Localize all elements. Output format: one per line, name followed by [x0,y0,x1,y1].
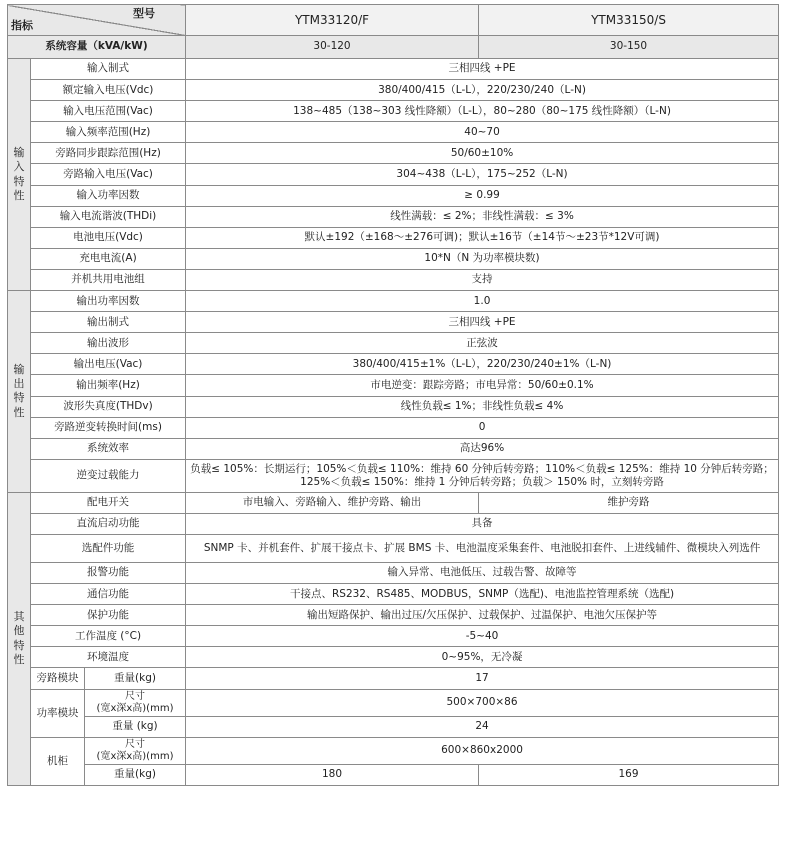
other-row [8,492,779,513]
spec-table [7,4,779,786]
row-value: ≥ 0.99 [186,185,779,206]
cabinet-weight-a: 180 [186,764,479,785]
row-value: 0~95%，无冷凝 [186,647,779,668]
bypass-weight-value: 17 [186,668,779,689]
capacity-b: 30-150 [479,36,779,59]
other-row [8,647,779,668]
model-label: 型号 [133,7,156,20]
row-label: 输入功率因数 [31,185,186,206]
other-row [8,605,779,626]
row-label: 电池电压(Vdc) [31,227,186,248]
power-module-label: 功率模块 [31,689,85,737]
row-value: 输入异常、电池低压、过载告警、故障等 [186,562,779,583]
row-value: 干接点、RS232、RS485、MODBUS，SNMP（选配)、电池监控管理系统（选配) [186,584,779,605]
capacity-label: 系统容量（kVA/kW) [8,36,186,59]
row-value: 三相四线 +PE [186,59,779,80]
model-b: YTM33150/S [479,5,779,36]
model-a: YTM33120/F [186,5,479,36]
row-label: 配电开关 [31,492,186,513]
input-row [8,143,779,164]
row-value: 1.0 [186,291,779,312]
row-label: 输出波形 [31,333,186,354]
input-row [8,185,779,206]
row-value: 三相四线 +PE [186,312,779,333]
row-label: 旁路逆变转换时间(ms) [31,417,186,438]
input-row [8,206,779,227]
row-value: 支持 [186,269,779,290]
power-weight-label: 重量 (kg) [85,716,186,737]
row-label: 逆变过载能力 [31,459,186,492]
cabinet-size-label: 尺寸 (宽x深x高)(mm) [85,737,186,764]
row-value: 线性负载≤ 1%；非线性负载≤ 4% [186,396,779,417]
header-row [8,5,779,36]
row-label: 输出功率因数 [31,291,186,312]
row-value: SNMP 卡、并机套件、扩展干接点卡、扩展 BMS 卡、电池温度采集套件、电池脱扣套件、上进线辅件、微模块入列选件 [186,534,779,562]
other-category: 其 他 特 性 [8,492,31,785]
cabinet-size-value: 600×860x2000 [186,737,779,764]
other-row [8,626,779,647]
row-label: 环境温度 [31,647,186,668]
row-value: 40~70 [186,122,779,143]
row-label: 保护功能 [31,605,186,626]
output-row [8,354,779,375]
row-value: 高达96% [186,438,779,459]
row-label: 报警功能 [31,562,186,583]
cabinet-weight-label: 重量(kg) [85,764,186,785]
bypass-module-label: 旁路模块 [31,668,85,689]
output-row [8,312,779,333]
other-row [8,562,779,583]
row-label: 旁路同步跟踪范围(Hz) [31,143,186,164]
row-value: 10*N（N 为功率模块数) [186,248,779,269]
row-value: -5~40 [186,626,779,647]
row-label: 并机共用电池组 [31,269,186,290]
row-label: 旁路输入电压(Vac) [31,164,186,185]
row-label: 输入电压范围(Vac) [31,101,186,122]
row-label: 输入电流谐波(THDi) [31,206,186,227]
row-label: 波形失真度(THDv) [31,396,186,417]
row-label: 选配件功能 [31,534,186,562]
output-row [8,459,779,492]
distribution-a: 市电输入、旁路输入、维护旁路、输出 [186,492,479,513]
output-row [8,291,779,312]
input-row [8,164,779,185]
distribution-b: 维护旁路 [479,492,779,513]
row-value: 380/400/415（L-L），220/230/240（L-N) [186,80,779,101]
index-label: 指标 [11,19,33,33]
other-row [8,534,779,562]
output-row [8,417,779,438]
row-value: 输出短路保护、输出过压/欠压保护、过载保护、过温保护、电池欠压保护等 [186,605,779,626]
output-row [8,396,779,417]
row-value: 380/400/415±1%（L-L），220/230/240±1%（L-N) [186,354,779,375]
power-size-label: 尺寸 (宽x深x高)(mm) [85,689,186,716]
row-label: 输出频率(Hz) [31,375,186,396]
input-row [8,227,779,248]
row-label: 输出电压(Vac) [31,354,186,375]
row-label: 直流启动功能 [31,513,186,534]
cabinet-weight-b: 169 [479,764,779,785]
input-row [8,269,779,290]
row-label: 工作温度 (°C) [31,626,186,647]
row-label: 充电电流(A) [31,248,186,269]
cabinet-weight-row [8,764,779,785]
bypass-weight-label: 重量(kg) [85,668,186,689]
bypass-module-row [8,668,779,689]
row-value: 0 [186,417,779,438]
corner-header [8,5,186,36]
row-label: 输出制式 [31,312,186,333]
row-label: 通信功能 [31,584,186,605]
row-value: 138~485（138~303 线性降额）（L-L），80~280（80~175 线性降额）（L-N) [186,101,779,122]
input-row [8,101,779,122]
row-value: 304~438（L-L），175~252（L-N) [186,164,779,185]
other-row [8,584,779,605]
input-row [8,59,779,80]
row-value: 50/60±10% [186,143,779,164]
row-value: 具备 [186,513,779,534]
output-row [8,333,779,354]
row-label: 输入制式 [31,59,186,80]
power-module-weight-row [8,716,779,737]
capacity-a: 30-120 [186,36,479,59]
other-row [8,513,779,534]
cabinet-size-row [8,737,779,764]
row-label: 额定输入电压(Vdc) [31,80,186,101]
power-module-size-row [8,689,779,716]
input-category: 输 入 特 性 [8,59,31,291]
power-weight-value: 24 [186,716,779,737]
input-row [8,122,779,143]
row-value: 市电逆变：跟踪旁路；市电异常：50/60±0.1% [186,375,779,396]
row-value: 线性满载：≤ 2%；非线性满载：≤ 3% [186,206,779,227]
power-size-value: 500×700×86 [186,689,779,716]
cabinet-label: 机柜 [31,737,85,785]
row-label: 输入频率范围(Hz) [31,122,186,143]
row-value: 正弦波 [186,333,779,354]
capacity-row [8,36,779,59]
output-category: 输 出 特 性 [8,291,31,493]
output-row [8,438,779,459]
input-row [8,248,779,269]
row-value: 负载≤ 105%：长期运行；105%＜负载≤ 110%：维持 60 分钟后转旁路；110%＜负载≤ 125%：维持 10 分钟后转旁路；125%＜负载≤ 150%：维持 1 分钟后转旁路；负载＞ 150% 时，立刻转旁路 [186,459,779,492]
row-value: 默认±192（±168～±276可调)；默认±16节（±14节～±23节*12V可调) [186,227,779,248]
row-label: 系统效率 [31,438,186,459]
output-row [8,375,779,396]
input-row [8,80,779,101]
